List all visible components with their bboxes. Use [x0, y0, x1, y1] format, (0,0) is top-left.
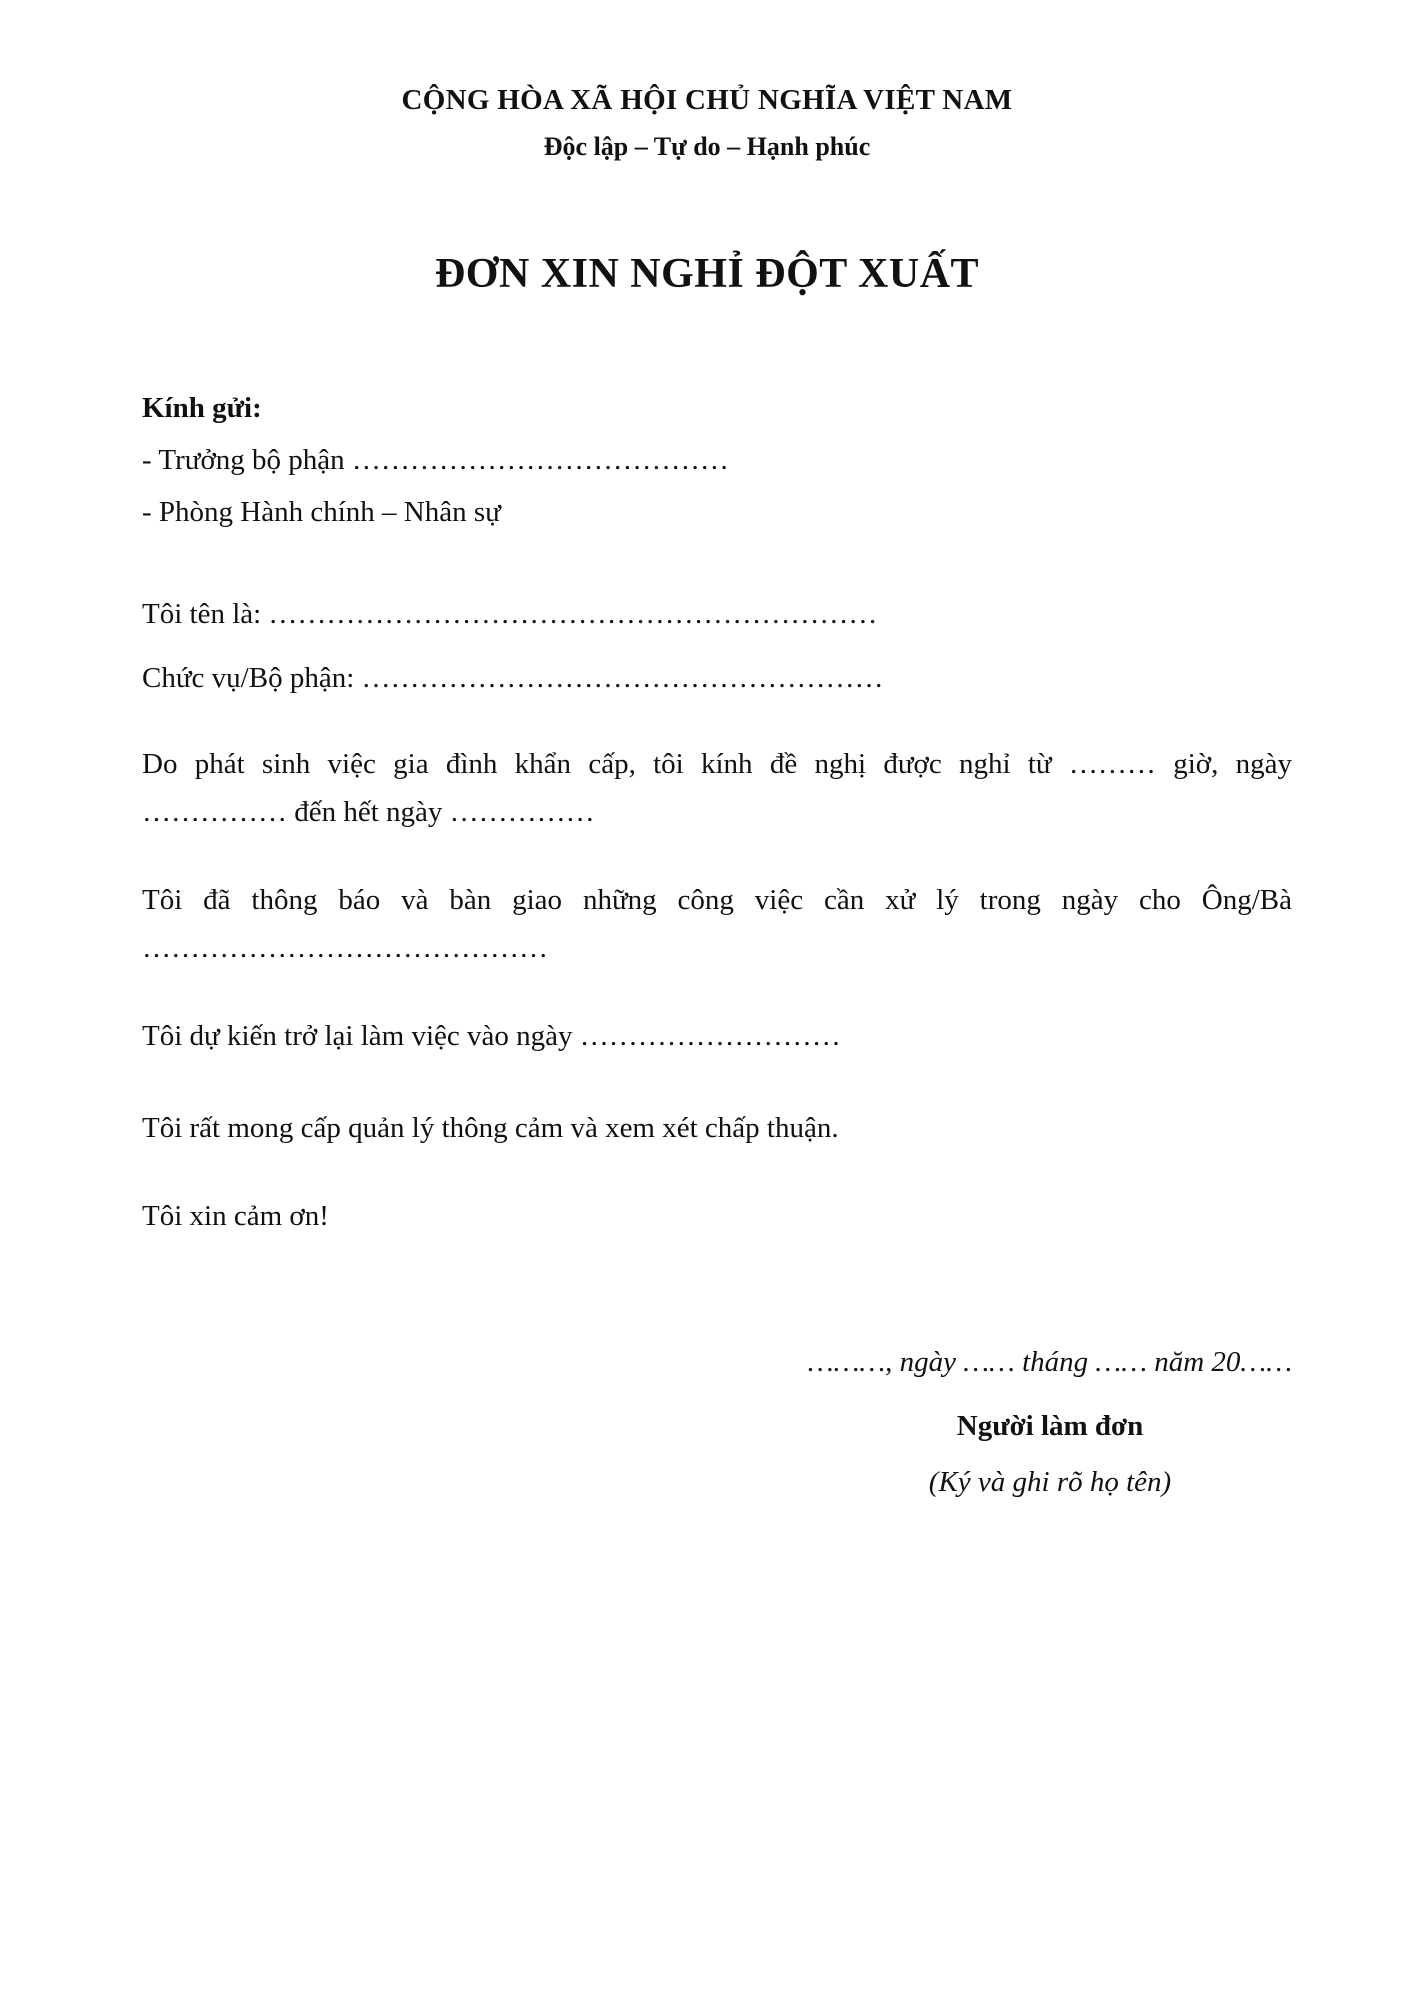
national-heading: CỘNG HÒA XÃ HỘI CHỦ NGHĨA VIỆT NAM — [401, 84, 1013, 116]
leave-request-paragraph — [142, 740, 1292, 836]
recipient-hr-department: - Phòng Hành chính – Nhân sự — [142, 496, 501, 528]
recipients-label: Kính gửi: — [142, 392, 262, 424]
signature-date-line: ………, ngày …… tháng …… năm 20…… — [807, 1346, 1292, 1378]
signature-instruction: (Ký và ghi rõ họ tên) — [928, 1466, 1172, 1498]
handover-line-1: Tôi đã thông báo và bàn giao những công việc cần xử lý trong ngày cho Ông/Bà — [142, 884, 1292, 916]
document-title: ĐƠN XIN NGHỈ ĐỘT XUẤT — [434, 251, 980, 297]
name-field-line: Tôi tên là: ……………………………………………………… — [142, 598, 878, 630]
national-motto: Độc lập – Tự do – Hạnh phúc — [543, 132, 871, 161]
handover-line-2: …………………………………… — [142, 932, 548, 964]
handover-paragraph — [142, 876, 1292, 972]
approval-request-line: Tôi rất mong cấp quản lý thông cảm và xem xét chấp thuận. — [142, 1112, 839, 1144]
recipient-department-head: - Trưởng bộ phận ………………………………… — [142, 444, 729, 476]
position-field-line: Chức vụ/Bộ phận: ……………………………………………… — [142, 662, 884, 694]
thanks-line: Tôi xin cảm ơn! — [142, 1200, 329, 1232]
signer-title: Người làm đơn — [956, 1410, 1144, 1442]
leave-request-line-2: …………… đến hết ngày …………… — [142, 796, 595, 828]
return-date-line: Tôi dự kiến trở lại làm việc vào ngày ……………………… — [142, 1020, 841, 1052]
leave-request-line-1: Do phát sinh việc gia đình khẩn cấp, tôi kính đề nghị được nghỉ từ ……… giờ, ngày — [142, 748, 1292, 780]
